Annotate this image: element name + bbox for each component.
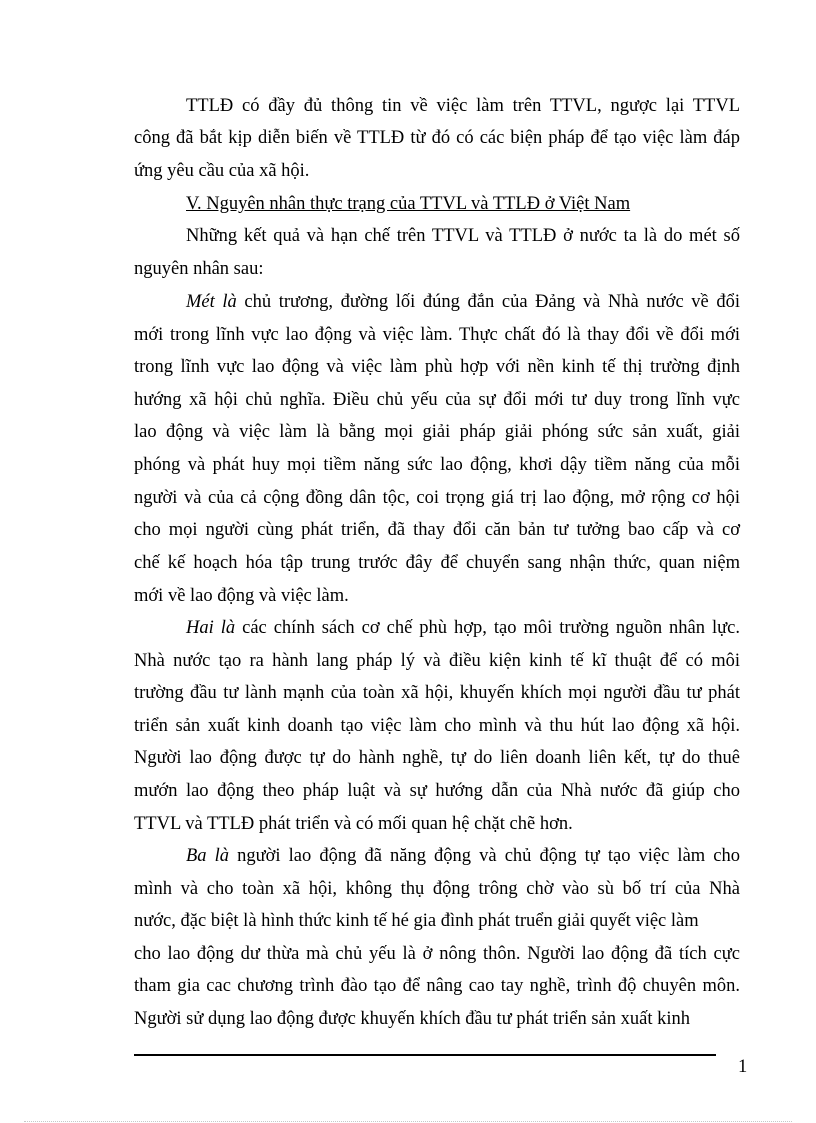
- body-text-line: [134, 714, 740, 738]
- page-number: 1: [738, 1057, 748, 1077]
- line-text: V. Nguyên nhân thực trạng của TTVL và TTLĐ ở Việt Nam: [186, 194, 631, 214]
- body-text-line: [134, 1007, 740, 1031]
- body-text-line: [134, 355, 740, 379]
- line-text: mới trong lĩnh vực lao động và việc làm. Thực chất đó là thay đổi về đổi mới: [134, 325, 740, 345]
- body-text-line: [134, 551, 740, 575]
- body-text-line: [134, 779, 740, 803]
- body-text-line: [134, 453, 740, 477]
- line-text: nguyên nhân sau:: [134, 259, 264, 279]
- body-text-line: [186, 290, 740, 314]
- line-text: phóng và phát huy mọi tiềm năng sức lao động, khơi dậy tiềm năng của mỗi: [134, 455, 740, 475]
- body-text-line: [134, 126, 740, 150]
- line-text: người lao động đã năng động và chủ động tự tạo việc làm cho: [229, 846, 740, 866]
- line-text: người và của cả cộng đồng dân tộc, coi trọng giá trị lao động, mở rộng cơ hội: [134, 488, 740, 508]
- line-text: TTLĐ có đầy đủ thông tin về việc làm trên TTVL, ngược lại TTVL: [186, 96, 740, 116]
- line-text: Người sử dụng lao động được khuyến khích đầu tư phát triển sản xuất kinh: [134, 1009, 691, 1029]
- body-text-line: [134, 746, 740, 770]
- line-text: cho mọi người cùng phát triển, đã thay đổi căn bản tư tưởng bao cấp và cơ: [134, 520, 740, 540]
- body-text-line: [134, 942, 740, 966]
- footer-rule: [134, 1054, 716, 1056]
- body-text-line: [134, 323, 740, 347]
- body-text-line: [134, 909, 740, 933]
- body-text-line: [134, 159, 740, 183]
- line-text: công đã bắt kịp diễn biến về TTLĐ từ đó có các biện pháp để tạo việc làm đáp: [134, 128, 740, 148]
- line-text: Người lao động được tự do hành nghề, tự do liên doanh liên kết, tự do thuê: [134, 748, 740, 768]
- section-heading: [186, 192, 630, 216]
- line-text: chủ trương, đường lối đúng đắn của Đảng và Nhà nước về đổi: [236, 292, 740, 312]
- body-text-line: [134, 388, 740, 412]
- line-text: nước, đặc biệt là hình thức kinh tế hé gia đình phát truển giải quyết việc làm: [134, 911, 699, 931]
- body-text-line: [134, 257, 740, 281]
- line-text: tham gia cac chương trình đào tạo để nâng cao tay nghề, trình độ chuyên môn.: [134, 976, 740, 996]
- body-text-line: [134, 974, 740, 998]
- line-text: trong lĩnh vực lao động và việc làm phù hợp với nền kinh tế thị trường định: [134, 357, 740, 377]
- emphasis-lead: Ba là: [186, 846, 230, 866]
- line-text: trường đầu tư lành mạnh của toàn xã hội, khuyến khích mọi người đầu tư phát: [134, 683, 740, 703]
- line-text: triển sản xuất kinh doanh tạo việc làm cho mình và thu hút lao động xã hội.: [134, 716, 740, 736]
- body-text-line: [134, 681, 740, 705]
- body-text-line: [186, 224, 740, 248]
- line-text: TTVL và TTLĐ phát triển và có mối quan hệ chặt chẽ hơn.: [134, 814, 573, 834]
- body-text-line: [134, 649, 740, 673]
- emphasis-lead: Mét là: [186, 292, 237, 312]
- line-text: mướn lao động theo pháp luật và sự hướng dẫn của Nhà nước đã giúp cho: [134, 781, 740, 801]
- line-text: lao động và việc làm là bằng mọi giải pháp giải phóng sức sản xuất, giải: [134, 422, 740, 442]
- line-text: ứng yêu cầu của xã hội.: [134, 161, 310, 181]
- body-text-line: [134, 877, 740, 901]
- page-edge-divider: [24, 1121, 792, 1122]
- body-text-line: [134, 518, 740, 542]
- body-text-line: [134, 486, 740, 510]
- line-text: chế kế hoạch hóa tập trung trước đây để chuyển sang nhận thức, quan niệm: [134, 553, 740, 573]
- body-text-line: [134, 584, 740, 608]
- line-text: mới về lao động và việc làm.: [134, 586, 349, 606]
- body-text-line: [134, 812, 740, 836]
- body-text-line: [186, 616, 740, 640]
- line-text: Nhà nước tạo ra hành lang pháp lý và điều kiện kinh tế kĩ thuật để có môi: [134, 651, 740, 671]
- emphasis-lead: Hai là: [186, 618, 236, 638]
- line-text: cho lao động dư thừa mà chủ yếu là ở nông thôn. Người lao động đã tích cực: [134, 944, 740, 964]
- line-text: các chính sách cơ chế phù hợp, tạo môi trường nguồn nhân lực.: [235, 618, 741, 638]
- line-text: mình và cho toàn xã hội, không thụ động trông chờ vào sù bố trí của Nhà: [134, 879, 740, 899]
- body-text-line: [134, 420, 740, 444]
- body-text-line: [186, 844, 740, 868]
- line-text: hướng xã hội chủ nghĩa. Điều chủ yếu của sự đổi mới tư duy trong lĩnh vực: [134, 390, 740, 410]
- body-text-line: [186, 94, 740, 118]
- line-text: Những kết quả và hạn chế trên TTVL và TTLĐ ở nước ta là do mét số: [186, 226, 740, 246]
